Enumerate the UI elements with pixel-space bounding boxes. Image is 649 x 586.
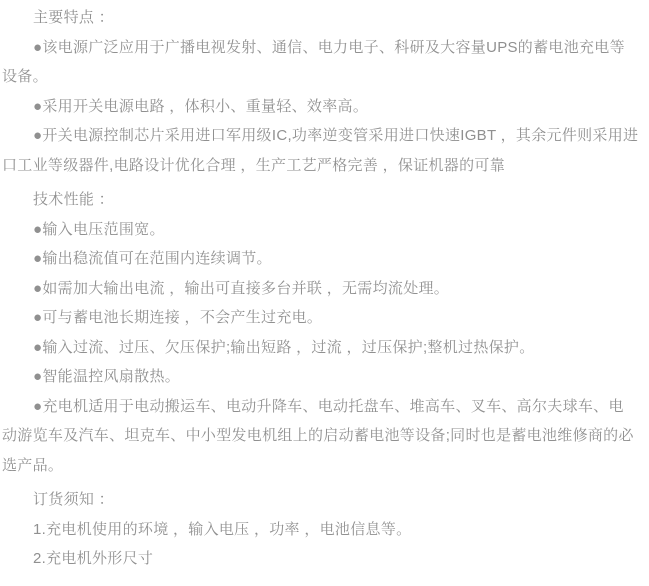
bullet-item-line: ●输入电压范围宽。 xyxy=(33,220,165,238)
continuation-line: 动游览车及汽车、坦克车、中小型发电机组上的启动蓄电池等设备;同时也是蓄电池维修商的必 xyxy=(2,427,634,444)
bullet-item-line: ●如需加大输出电流 ，输出可直接多台并联 ，无需均流处理。 xyxy=(33,279,450,297)
bullet-item-line: ●采用开关电源电路 ，体积小、重量轻、效率高。 xyxy=(33,97,369,115)
continuation-line: 设备。 xyxy=(2,68,48,85)
continuation-line: 口工业等级器件,电路设计优化合理 ，生产工艺严格完善 ，保证机器的可靠 xyxy=(2,156,506,174)
continuation-line: 选产品。 xyxy=(2,456,64,474)
bullet-item-line: ●输入过流、过压、欠压保护;输出短路 ，过流 ，过压保护;整机过热保护。 xyxy=(33,338,535,356)
section-heading-ordering-notes: 订货须知 ： xyxy=(33,491,114,508)
bullet-item-line: ●智能温控风扇散热。 xyxy=(33,368,181,385)
section-heading-technical-performance: 技术性能 ： xyxy=(33,191,114,208)
bullet-item-line: ●开关电源控制芯片采用进口军用级IC,功率逆变管采用进口快速IGBT ，其余元件则采用进 xyxy=(33,127,639,144)
section-heading-main-features: 主要特点 ： xyxy=(33,9,114,26)
bullet-item-line: ●输出稳流值可在范围内连续调节。 xyxy=(33,250,272,267)
numbered-item-line: 1.充电机使用的环境 ，输入电压 ，功率 ，电池信息等。 xyxy=(33,520,412,538)
bullet-item-line: ●充电机适用于电动搬运车、电动升降车、电动托盘车、堆高车、叉车、高尔夫球车、电 xyxy=(33,397,624,415)
bullet-item-line: ●可与蓄电池长期连接 ，不会产生过充电。 xyxy=(33,309,323,326)
numbered-item-line: 2.充电机外形尺寸 xyxy=(33,550,154,567)
bullet-item-line: ●该电源广泛应用于广播电视发射、通信、电力电子、科研及大容量UPS的蓄电池充电等 xyxy=(33,38,625,56)
